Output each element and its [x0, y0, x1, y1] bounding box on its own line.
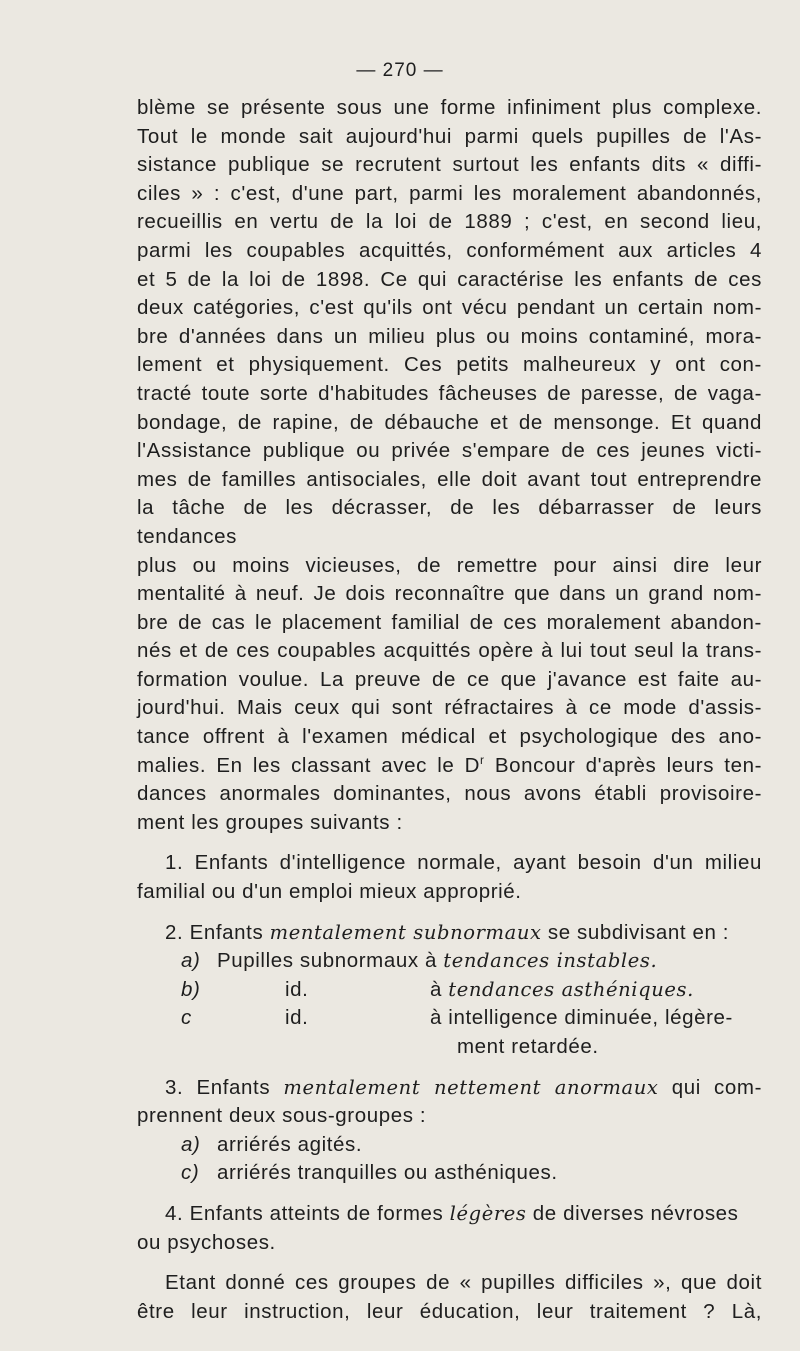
item-label: c): [181, 1161, 200, 1185]
item-text: à intelligence diminuée, légère-: [430, 1006, 733, 1030]
paragraph-gap: [137, 1188, 762, 1200]
text-fragment: malies. En les classant avec le D: [137, 753, 480, 777]
group-1-line: 1. Enfants d'intelligence normale, ayant besoin d'un milieu: [165, 851, 762, 875]
page-number: — 270 —: [356, 60, 444, 81]
group-3-item-c: [137, 1159, 762, 1188]
text-line: la tâche de les décrasser, de les débarrasser de leurs tendances: [137, 496, 762, 548]
group-4-intro: [137, 1200, 762, 1229]
text-line: bondage, de rapine, de débauche et de mensonge. Et quand: [137, 410, 762, 434]
item-label: b): [181, 977, 201, 1001]
text-line: et 5 de la loi de 1898. Ce qui caractérise les enfants de ces: [137, 267, 762, 291]
text-line: parmi les coupables acquittés, conformément aux articles 4: [137, 238, 762, 262]
text-line: mentalité à neuf. Je dois reconnaître que dans un grand nom-: [137, 582, 762, 606]
text-line: tance offrent à l'examen médical et psychologique des ano-: [137, 725, 762, 749]
superscript: r: [480, 752, 485, 767]
group-2-item-b: [137, 976, 762, 1005]
item-text: arriérés tranquilles ou asthéniques.: [217, 1161, 558, 1185]
text-fragment: 2. Enfants: [165, 920, 270, 944]
text-line: plus ou moins vicieuses, de remettre pour ainsi dire leur: [137, 553, 762, 577]
group-3-item-a: [137, 1131, 762, 1160]
group-1-line: familial ou d'un emploi mieux approprié.: [137, 880, 522, 904]
text-line: mes de familles antisociales, elle doit avant tout entreprendre: [137, 467, 762, 491]
item-text: [430, 976, 694, 1005]
italic-text: tendances asthéniques.: [448, 977, 694, 1001]
text-fragment: se subdivisant en :: [541, 920, 730, 944]
text-fragment: 3. Enfants: [165, 1075, 284, 1099]
closing-line: être leur instruction, leur éducation, leur traitement ? Là,: [137, 1299, 762, 1323]
text-line: deux catégories, c'est qu'ils ont vécu pendant un certain nom-: [137, 296, 762, 320]
text-line: bre d'années dans un milieu plus ou moins contaminé, mora-: [137, 324, 762, 348]
item-text: ment retardée.: [457, 1035, 599, 1058]
item-label: a): [181, 1132, 201, 1156]
text-line: jourd'hui. Mais ceux qui sont réfractaires à ce mode d'assis-: [137, 696, 762, 720]
text-fragment: Boncour d'après leurs ten-: [484, 753, 762, 777]
group-2-item-c-cont: [137, 1033, 762, 1062]
italic-text: tendances instables.: [443, 949, 658, 973]
text-fragment: qui com-: [658, 1075, 763, 1099]
paragraph-gap: [137, 837, 762, 849]
group-3-intro: [137, 1074, 762, 1103]
item-text: arriérés agités.: [217, 1132, 363, 1156]
text-line: ciles » : c'est, d'une part, parmi les moralement abandonnés,: [137, 181, 762, 205]
text-line: bre de cas le placement familial de ces moralement abandon-: [137, 610, 762, 634]
text-line: formation voulue. La preuve de ce que j'avance est faite au-: [137, 667, 762, 691]
group-2-item-c: [137, 1004, 762, 1033]
item-id: id.: [285, 977, 309, 1001]
text-line-doctor: [137, 752, 762, 781]
text-line: tracté toute sorte d'habitudes fâcheuses de paresse, de vaga-: [137, 381, 762, 405]
text-line: nés et de ces coupables acquittés opère à lui tout seul la trans-: [137, 639, 762, 663]
text-line: l'Assistance publique ou privée s'empare de ces jeunes victi-: [137, 439, 762, 463]
text-line: blème se présente sous une forme infiniment plus complexe.: [137, 96, 762, 119]
text-fragment: 4. Enfants atteints de formes: [165, 1201, 450, 1225]
paragraph-gap: [137, 1257, 762, 1269]
text-line: Tout le monde sait aujourd'hui parmi quels pupilles de l'As-: [137, 124, 762, 148]
text-line: sistance publique se recrutent surtout les enfants dits « diffi-: [137, 153, 762, 177]
italic-text: mentalement nettement anormaux: [283, 1075, 659, 1099]
text-line: lement et physiquement. Ces petits malheureux y ont con-: [137, 353, 762, 377]
text-line: recueillis en vertu de la loi de 1889 ; c'est, en second lieu,: [137, 210, 762, 234]
group-2-intro: [137, 919, 762, 948]
text-fragment: de diverses névroses: [526, 1201, 739, 1225]
text-line: dances anormales dominantes, nous avons établi provisoire-: [137, 782, 762, 806]
text-line: ment les groupes suivants :: [137, 810, 403, 834]
paragraph-gap: [137, 907, 762, 919]
item-label: c: [181, 1006, 192, 1030]
group-3-line: prennent deux sous-groupes :: [137, 1104, 427, 1128]
italic-text: mentalement subnormaux: [269, 920, 542, 944]
group-2-item-a: [137, 947, 762, 976]
italic-text: légères: [449, 1201, 527, 1225]
item-label: a): [181, 949, 201, 973]
item-id: id.: [285, 1006, 309, 1030]
closing-line: Etant donné ces groupes de « pupilles difficiles », que doit: [165, 1271, 762, 1295]
body-text: [137, 94, 762, 1326]
item-text: [217, 947, 657, 976]
text-fragment: à: [430, 977, 449, 1001]
paragraph-gap: [137, 1062, 762, 1074]
group-4-line: ou psychoses.: [137, 1230, 276, 1254]
text-fragment: Pupilles subnormaux à: [217, 949, 444, 973]
